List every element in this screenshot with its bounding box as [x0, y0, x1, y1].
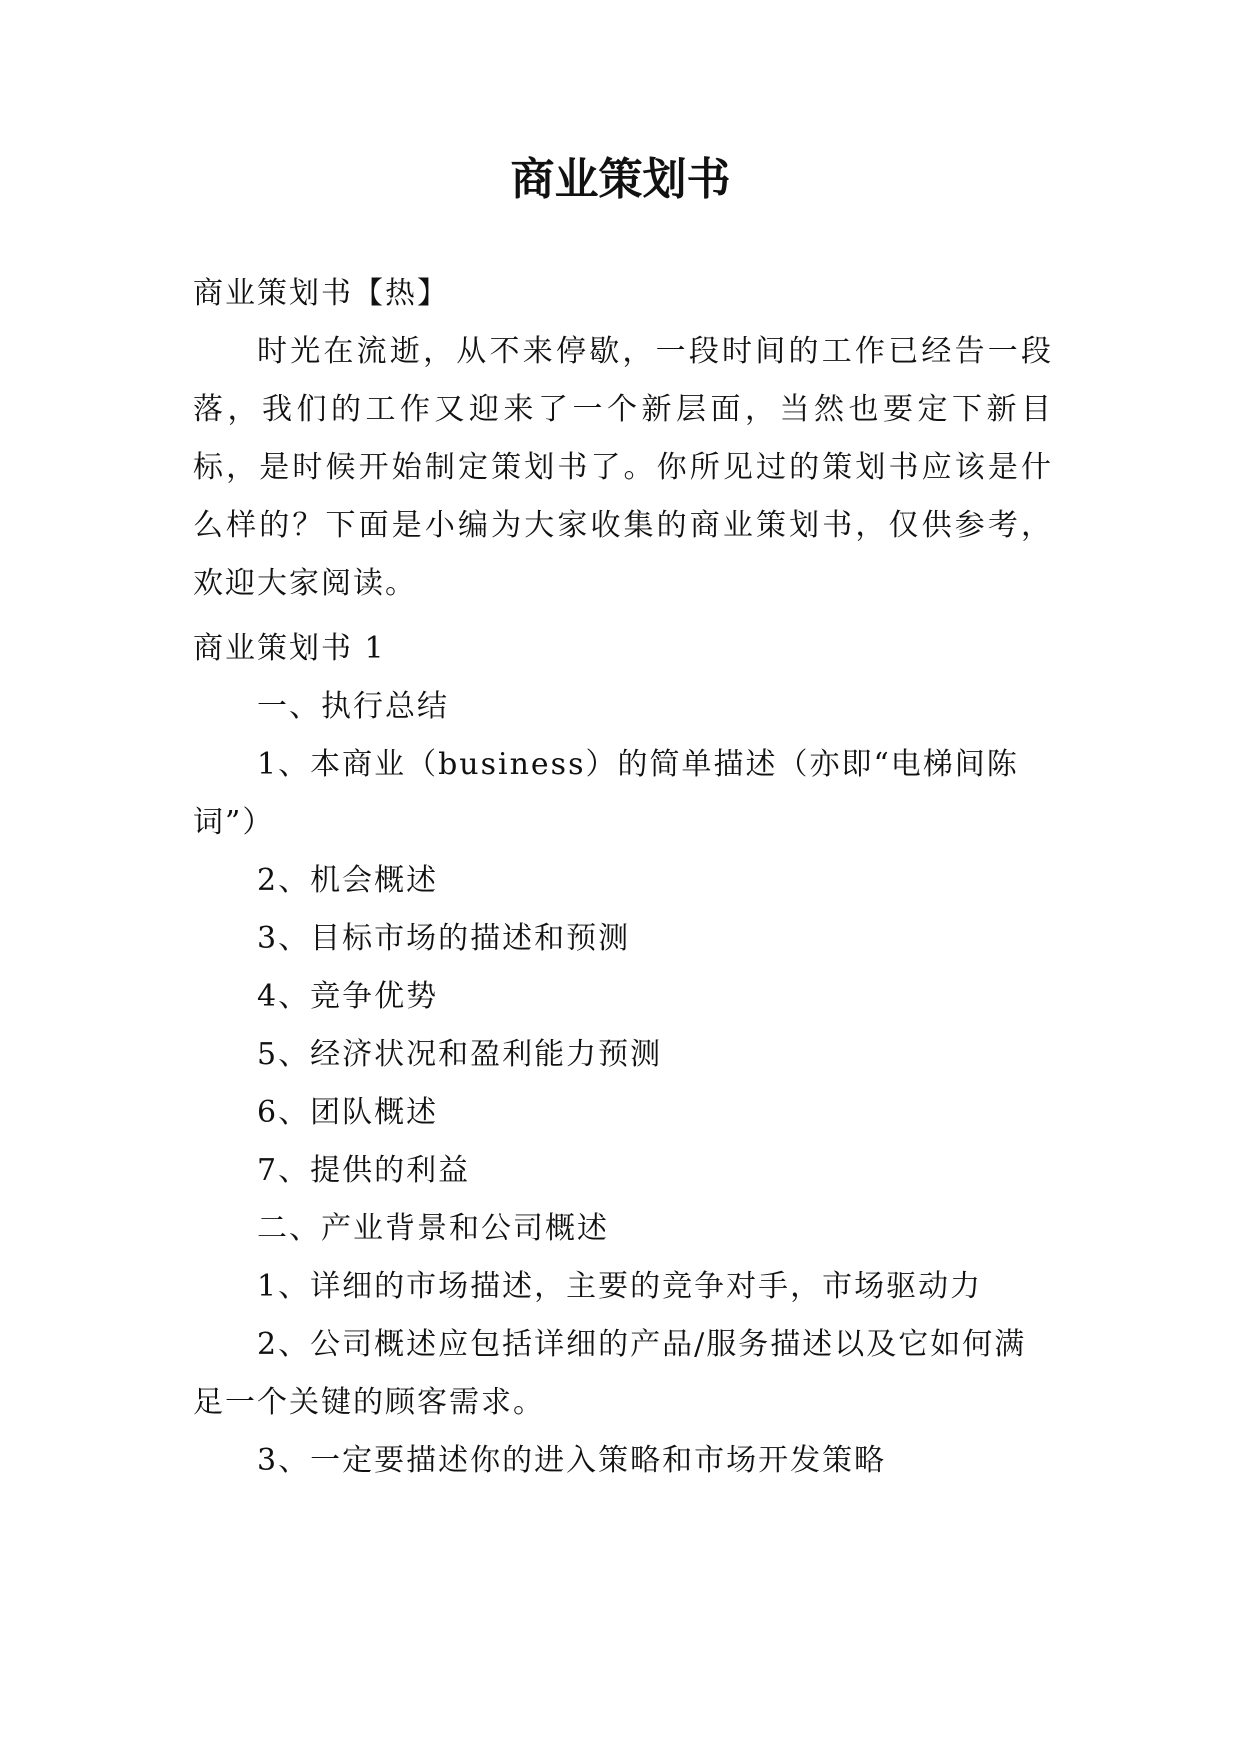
list-item: 3、一定要描述你的进入策略和市场开发策略 [257, 1443, 887, 1478]
list-item: 3、目标市场的描述和预测 [257, 921, 631, 956]
list-item: 1、详细的市场描述，主要的竞争对手，市场驱动力 [257, 1269, 983, 1304]
list-item: 7、提供的利益 [257, 1153, 471, 1188]
list-item: 2、机会概述 [257, 863, 439, 898]
list-item: 4、竞争优势 [257, 979, 439, 1014]
list-item: 1、本商业（business）的简单描述（亦即“电梯间陈词”） [193, 747, 1019, 840]
list-item: 6、团队概述 [257, 1095, 439, 1130]
list-item: 5、经济状况和盈利能力预测 [257, 1037, 663, 1072]
intro-paragraph: 时光在流逝，从不来停歇，一段时间的工作已经告一段落，我们的工作又迎来了一个新层面，当然也要定下新目标，是时候开始制定策划书了。你所见过的策划书应该是什么样的？下面是小编为大家收集的商业策划书，仅供参考，欢迎大家阅读。 [193, 334, 1053, 601]
part-2-title: 二、产业背景和公司概述 [257, 1211, 609, 1246]
section-1-heading: 商业策划书 1 [193, 631, 386, 666]
intro-block [193, 265, 1053, 613]
section-1-block [193, 620, 1053, 1490]
list-item: 2、公司概述应包括详细的产品/服务描述以及它如何满足一个关键的顾客需求。 [193, 1327, 1027, 1420]
document-title: 商业策划书 [510, 154, 731, 205]
intro-heading: 商业策划书【热】 [193, 276, 449, 311]
part-1-title: 一、执行总结 [257, 689, 449, 724]
